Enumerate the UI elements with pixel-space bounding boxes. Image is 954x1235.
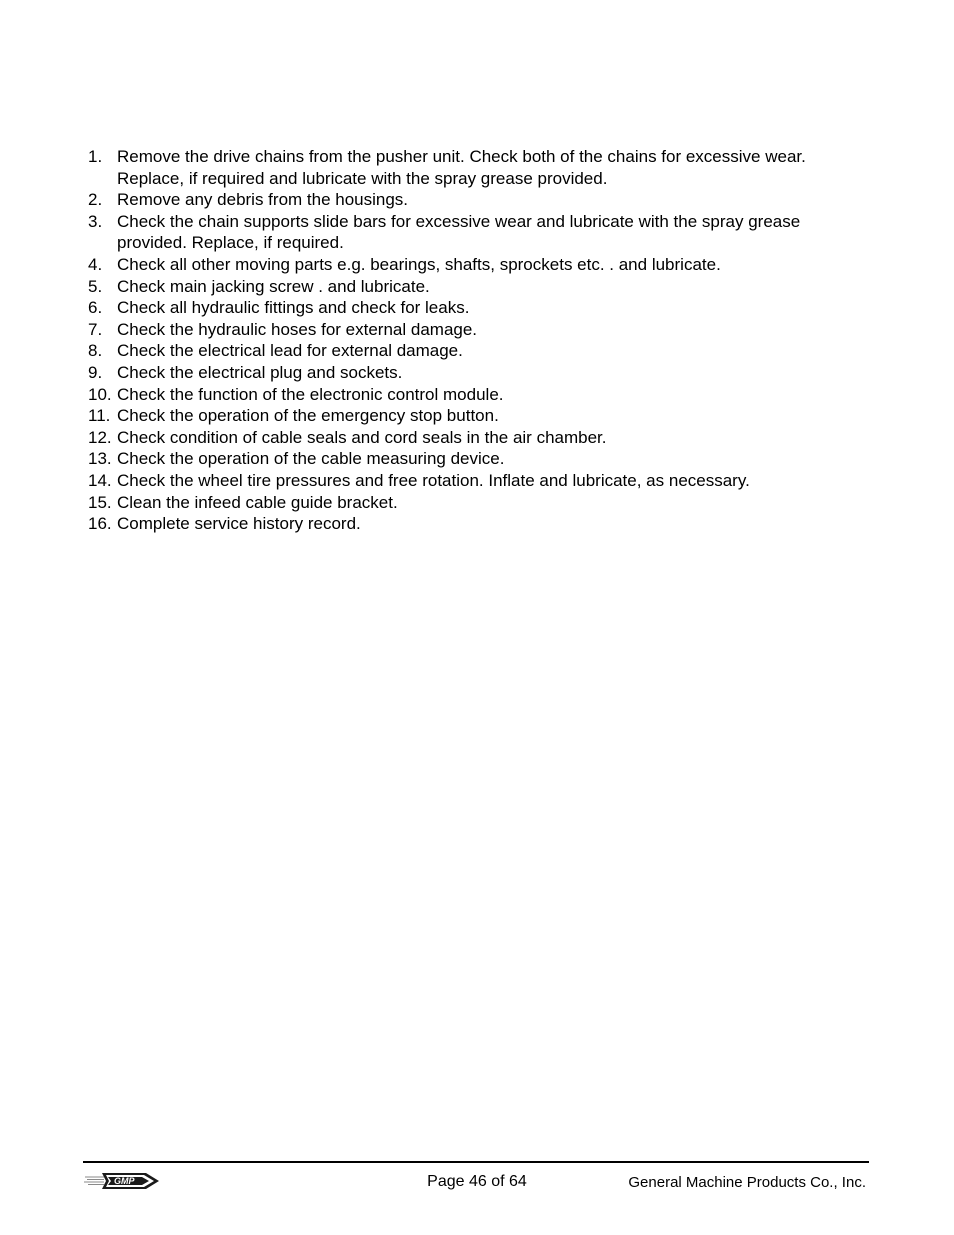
step-number: 6. [88,298,103,318]
step-number: 5. [88,276,103,296]
step-text: Check the hydraulic hoses for external damage. [117,319,478,339]
step-text: Check the electrical plug and sockets. [117,362,403,382]
step-text: Check the operation of the cable measuring device. [117,449,505,469]
step-number: 1. [88,147,103,166]
list-item [88,492,848,514]
step-text: Check main jacking screw . and lubricate. [117,276,430,296]
list-item [88,211,848,254]
step-number: 3. [88,211,103,231]
list-item [88,405,848,427]
step-number: 7. [88,319,103,339]
step-text: Remove the drive chains from the pusher unit. Check both of the chains for excessive wear. Replace, if required and lubricate with the spray grease provided. [117,147,806,188]
step-number: 14. [88,470,112,490]
step-text: Check all hydraulic fittings and check for leaks. [117,298,470,318]
list-item [88,297,848,319]
step-number: 8. [88,341,103,361]
list-item [88,513,848,535]
step-number: 12. [88,427,112,447]
step-text: Check condition of cable seals and cord seals in the air chamber. [117,427,607,447]
step-number: 2. [88,190,103,210]
step-number: 9. [88,362,103,382]
page-number: Page 46 of 64 [427,1173,527,1190]
step-text: Complete service history record. [117,514,361,534]
list-item [88,427,848,449]
step-text: Check the chain supports slide bars for excessive wear and lubricate with the spray grease provided. Replace, if required. [117,211,801,253]
step-number: 4. [88,254,103,274]
list-item [88,470,848,492]
list-item [88,384,848,406]
step-number: 15. [88,492,112,512]
step-text: Clean the infeed cable guide bracket. [117,492,398,512]
logo-text: GMP [114,1176,135,1187]
maintenance-steps-list [88,146,848,535]
step-number: 11. [88,406,111,426]
footer-divider [83,1161,869,1163]
list-item [88,448,848,470]
step-number: 16. [88,514,112,534]
step-text: Check the function of the electronic control module. [117,384,504,404]
company-name: General Machine Products Co., Inc. [628,1174,866,1191]
step-number: 10. [88,384,112,404]
list-item [88,340,848,362]
step-text: Check the operation of the emergency stop button. [117,406,499,426]
step-number: 13. [88,449,112,469]
list-item [88,276,848,298]
list-item [88,254,848,276]
list-item [88,189,848,211]
step-text: Check the electrical lead for external damage. [117,341,463,361]
list-item [88,319,848,341]
list-item [88,146,848,189]
list-item [88,362,848,384]
step-text: Remove any debris from the housings. [117,190,409,210]
step-text: Check the wheel tire pressures and free rotation. Inflate and lubricate, as necessary. [117,470,750,490]
step-text: Check all other moving parts e.g. bearings, shafts, sprockets etc. . and lubricate. [117,254,721,274]
